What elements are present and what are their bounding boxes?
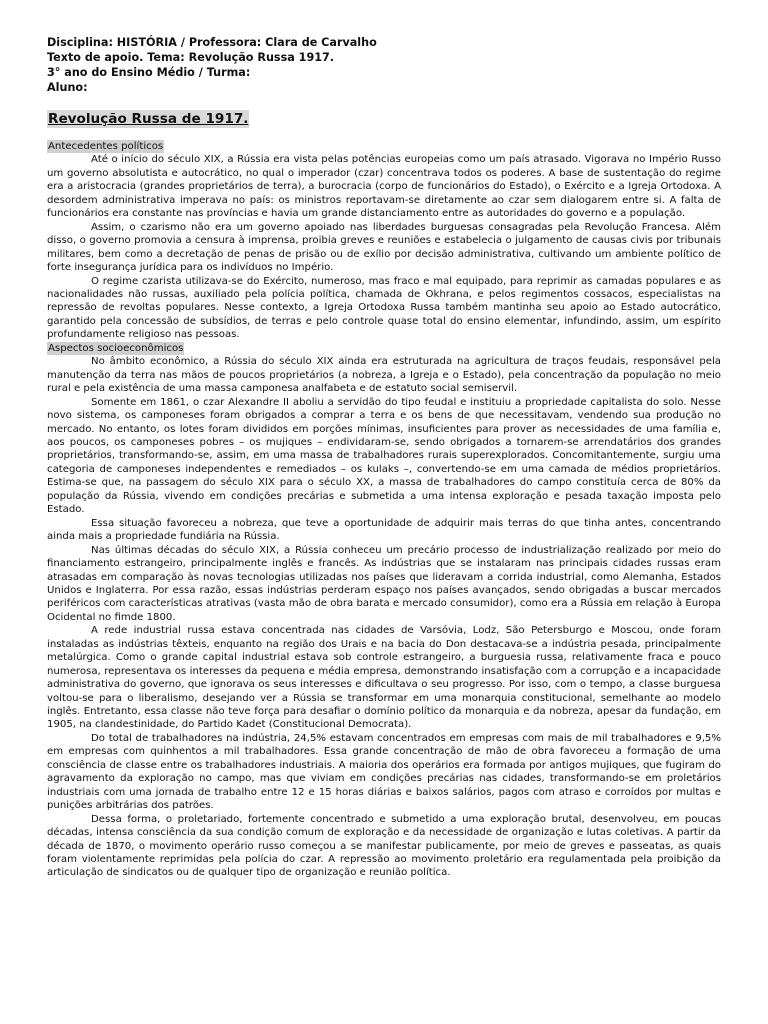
section-heading: Aspectos socioeconômicos bbox=[48, 342, 184, 354]
paragraph: Do total de trabalhadores na indústria, 24,5% estavam concentrados em empresas com mais de mil trabalhadores e 9,5% em empresas com quinhentos a mil trabalhadores. Essa grande concentração de mão de obra favoreceu a formação de uma consciência de classe entre os trabalhadores industriais. A maioria dos operários era formada por antigos mujiques, que fugiram do agravamento da exploração no campo, mas que viviam em condições precárias nas cidades, transformando-se em proletários industriais com uma jornada de trabalho entre 12 e 15 horas diárias e baixos salários, pagos com atraso e corroídos por multas e punições arbitrárias dos patrões. bbox=[47, 732, 721, 812]
paragraph: O regime czarista utilizava-se do Exército, numeroso, mas fraco e mal equipado, para reprimir as camadas populares e as nacionalidades não russas, auxiliado pela polícia política, chamada de Okhrana, e pelos regimentos cossacos, especialistas na repressão de revoltas populares. Nesse contexto, a Igreja Ortodoxa Russa também mantinha seu apoio ao Estado autocrático, garantido pela concessão de subsídios, de terras e pelo controle quase total do ensino elementar, infundindo, assim, um espírito profundamente religioso nas pessoas. bbox=[47, 275, 721, 341]
paragraph: Assim, o czarismo não era um governo apoiado nas liberdades burguesas consagradas pela Revolução Francesa. Além disso, o governo promovia a censura à imprensa, proibia greves e reuniões e estabelecia o julgamento de causas civis por tribunais militares, bem como a decretação de penas de prisão ou de exílio por decisão administrativa, cultivando um ambiente político de forte insegurança jurídica para os indivíduos no Império. bbox=[47, 221, 721, 274]
header-discipline: Disciplina: HISTÓRIA / Professora: Clara de Carvalho bbox=[47, 36, 377, 49]
paragraph: Essa situação favoreceu a nobreza, que teve a oportunidade de adquirir mais terras do que tinha antes, concentrando ainda mais a propriedade fundiária na Rússia. bbox=[47, 517, 721, 543]
paragraph: Dessa forma, o proletariado, fortemente concentrado e submetido a uma exploração brutal, desenvolveu, em poucas décadas, intensa consciência da sua condição comum de exploração e da necessidade de organização e lutas coletivas. A partir da década de 1870, o movimento operário russo começou a se manifestar publicamente, por meio de greves e passeatas, as quais foram violentamente reprimidas pela polícia do czar. A repressão ao movimento proletário era regulamentada pela proibição da articulação de sindicatos ou de qualquer tipo de organização e reunião política. bbox=[47, 813, 721, 879]
document-title: Revolução Russa de 1917. bbox=[48, 111, 249, 127]
paragraph: Somente em 1861, o czar Alexandre II aboliu a servidão do tipo feudal e instituiu a propriedade capitalista do solo. Nesse novo sistema, os camponeses foram obrigados a comprar a terra e os bens de que necessitavam, vendendo sua produção no mercado. No entanto, os lotes foram divididos em porções mínimas, insuficientes para prover as necessidades de uma família e, aos poucos, os camponeses pobres – os mujiques – endividaram-se, sendo obrigados a tornarem-se arrendatários dos grandes proprietários, transformando-se, assim, em uma massa de trabalhadores rurais superexplorados. Concomitantemente, surgiu uma categoria de camponeses independentes e remediados – os kulaks –, convertendo-se em uma camada de médios proprietários. Estima-se que, na passagem do século XIX para o século XX, a massa de trabalhadores do campo constituía cerca de 80% da população da Rússia, vivendo em condições precárias e submetida a uma intensa exploração e pesada taxação imposta pelo Estado. bbox=[47, 396, 721, 516]
paragraph: Nas últimas décadas do século XIX, a Rússia conheceu um precário processo de industrialização realizado por meio do financiamento estrangeiro, principalmente inglês e francês. As indústrias que se instalaram nas principais cidades russas eram atrasadas em comparação às novas tecnologias utilizadas nos países que lideravam a corrida industrial, como Alemanha, Estados Unidos e Inglaterra. Por essa razão, essas indústrias perderam espaço nos países avançados, sendo obrigadas a buscar mercados periféricos com características atrativas (vasta mão de obra barata e mercado consumidor), como era a Rússia em relação à Europa Ocidental no fimde 1800. bbox=[47, 544, 721, 623]
paragraph: Até o início do século XIX, a Rússia era vista pelas potências europeias como um país atrasado. Vigorava no Império Russo um governo absolutista e autocrático, no qual o imperador (czar) concentrava todos os poderes. A base de sustentação do regime era a aristocracia (grandes proprietários de terra), a burocracia (corpo de funcionários do Estado), o Exército e a Igreja Ortodoxa. A desordem administrativa imperava no país: os ministros reportavam-se diretamente ao czar sem dialogarem entre si. A falta de funcionários era constante nas províncias e havia um grande distanciamento entre as autoridades do governo e a população. bbox=[47, 154, 721, 220]
paragraph: A rede industrial russa estava concentrada nas cidades de Varsóvia, Lodz, São Petersburgo e Moscou, onde foram instaladas as indústrias têxteis, enquanto na região dos Urais e na bacia do Don destacava-se a indústria pesada, principalmente metalúrgica. Como o grande capital industrial estava sob controle estrangeiro, a burguesia russa, relativamente fraca e pouco numerosa, representava os interesses da pequena e média empresa, demonstrando insatisfação com a corrupção e a incapacidade administrativa do governo, que ignorava os seus interesses e dificultava o seu progresso. Por isso, com o tempo, a classe burguesa voltou-se para o liberalismo, desejando ver a Rússia se transformar em uma monarquia constitucional, semelhante ao modelo inglês. Entretanto, essa classe não teve força para desafiar o domínio político da monarquia e da nobreza, apesar da fundação, em 1905, na clandestinidade, do Partido Kadet (Constitucional Democrata). bbox=[47, 625, 721, 731]
header-grade: 3° ano do Ensino Médio / Turma: bbox=[47, 66, 251, 79]
document-body bbox=[47, 140, 721, 880]
document-header bbox=[47, 35, 727, 95]
section-heading: Antecedentes políticos bbox=[48, 141, 164, 152]
paragraph: No âmbito econômico, a Rússia do século XIX ainda era estruturada na agricultura de traços feudais, responsável pela manutenção da terra nas mãos de poucos proprietários (a nobreza, a Igreja e o Estado), pela concentração da população no meio rural e pela existência de uma massa camponesa analfabeta e de estatuto social semiservil. bbox=[47, 356, 721, 395]
header-support-text: Texto de apoio. Tema: Revolução Russa 1917. bbox=[47, 51, 335, 64]
header-student: Aluno: bbox=[47, 81, 88, 94]
